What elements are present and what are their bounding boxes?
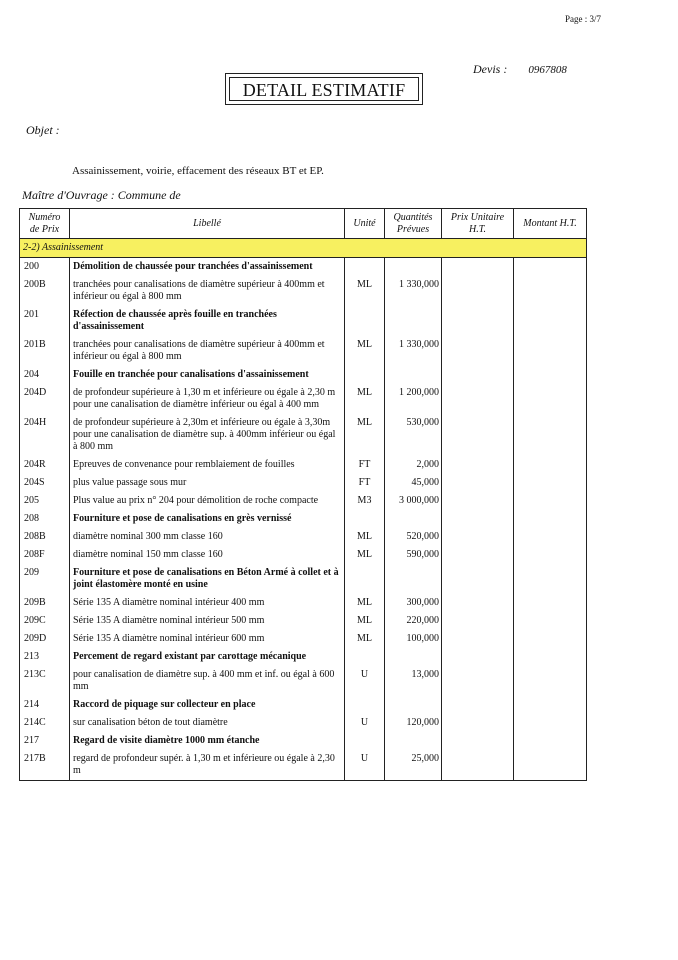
header-libelle: Libellé xyxy=(70,209,345,239)
document-title-box xyxy=(225,73,423,105)
cell-unite: ML xyxy=(345,546,385,564)
cell-code: 201 xyxy=(20,306,70,336)
table-row xyxy=(20,258,587,277)
table-row xyxy=(20,714,587,732)
cell-prix-unitaire xyxy=(442,750,514,781)
cell-prix-unitaire xyxy=(442,630,514,648)
cell-montant xyxy=(514,474,587,492)
document-title: DETAIL ESTIMATIF xyxy=(229,77,419,101)
table-row xyxy=(20,564,587,594)
cell-code: 209 xyxy=(20,564,70,594)
cell-libelle: diamètre nominal 150 mm classe 160 xyxy=(70,546,345,564)
header-montant: Montant H.T. xyxy=(514,209,587,239)
cell-unite xyxy=(345,510,385,528)
cell-quantite xyxy=(385,564,442,594)
project-description: Assainissement, voirie, effacement des réseaux BT et EP. xyxy=(72,165,324,177)
cell-libelle: Fouille en tranchée pour canalisations d'assainissement xyxy=(70,366,345,384)
cell-code: 205 xyxy=(20,492,70,510)
table-row xyxy=(20,750,587,781)
cell-unite xyxy=(345,696,385,714)
cell-libelle: de profondeur supérieure à 2,30m et inférieure ou égale à 3,30m pour une canalisation de diamètre sup. à 400mm inférieur ou égal à 800 mm xyxy=(70,414,345,456)
cell-quantite: 3 000,000 xyxy=(385,492,442,510)
cell-prix-unitaire xyxy=(442,546,514,564)
cell-prix-unitaire xyxy=(442,564,514,594)
cell-code: 204D xyxy=(20,384,70,414)
cell-unite xyxy=(345,648,385,666)
cell-montant xyxy=(514,276,587,306)
cell-code: 204R xyxy=(20,456,70,474)
cell-quantite: 1 200,000 xyxy=(385,384,442,414)
cell-montant xyxy=(514,564,587,594)
cell-unite xyxy=(345,366,385,384)
header-unite: Unité xyxy=(345,209,385,239)
cell-montant xyxy=(514,258,587,277)
cell-unite: ML xyxy=(345,336,385,366)
table-row xyxy=(20,510,587,528)
cell-unite: ML xyxy=(345,384,385,414)
cell-prix-unitaire xyxy=(442,336,514,366)
cell-quantite: 45,000 xyxy=(385,474,442,492)
cell-quantite: 300,000 xyxy=(385,594,442,612)
cell-prix-unitaire xyxy=(442,474,514,492)
cell-libelle: plus value passage sous mur xyxy=(70,474,345,492)
cell-code: 214C xyxy=(20,714,70,732)
cell-quantite xyxy=(385,732,442,750)
cell-montant xyxy=(514,306,587,336)
cell-montant xyxy=(514,612,587,630)
cell-prix-unitaire xyxy=(442,528,514,546)
cell-code: 209C xyxy=(20,612,70,630)
cell-libelle: Plus value au prix n° 204 pour démolition de roche compacte xyxy=(70,492,345,510)
cell-libelle: Démolition de chaussée pour tranchées d'assainissement xyxy=(70,258,345,277)
cell-libelle: de profondeur supérieure à 1,30 m et inférieure ou égale à 2,30 m pour une canalisation de diamètre inférieur ou égal à 400 mm xyxy=(70,384,345,414)
cell-code: 201B xyxy=(20,336,70,366)
table-row xyxy=(20,612,587,630)
cell-libelle: tranchées pour canalisations de diamètre supérieur à 400mm et inférieur ou égal à 800 mm xyxy=(70,276,345,306)
cell-unite xyxy=(345,258,385,277)
cell-quantite: 2,000 xyxy=(385,456,442,474)
cell-prix-unitaire xyxy=(442,492,514,510)
cell-code: 200 xyxy=(20,258,70,277)
table-row xyxy=(20,384,587,414)
cell-code: 204S xyxy=(20,474,70,492)
cell-unite: ML xyxy=(345,630,385,648)
cell-unite xyxy=(345,732,385,750)
table-row xyxy=(20,306,587,336)
estimate-table xyxy=(19,208,587,781)
cell-unite: ML xyxy=(345,414,385,456)
cell-montant xyxy=(514,336,587,366)
section-row xyxy=(20,239,587,258)
cell-montant xyxy=(514,648,587,666)
table-row xyxy=(20,492,587,510)
cell-unite: FT xyxy=(345,474,385,492)
table-row xyxy=(20,276,587,306)
cell-unite: U xyxy=(345,750,385,781)
table-row xyxy=(20,474,587,492)
devis-number: 0967808 xyxy=(528,64,567,76)
cell-montant xyxy=(514,666,587,696)
cell-code: 208B xyxy=(20,528,70,546)
cell-unite: ML xyxy=(345,276,385,306)
devis-reference xyxy=(473,62,567,77)
cell-quantite xyxy=(385,648,442,666)
devis-label: Devis : xyxy=(473,62,508,76)
cell-prix-unitaire xyxy=(442,258,514,277)
cell-montant xyxy=(514,630,587,648)
cell-unite: ML xyxy=(345,528,385,546)
header-prix-unitaire: Prix Unitaire H.T. xyxy=(442,209,514,239)
header-quantites: Quantités Prévues xyxy=(385,209,442,239)
cell-code: 217B xyxy=(20,750,70,781)
cell-quantite: 13,000 xyxy=(385,666,442,696)
cell-libelle: sur canalisation béton de tout diamètre xyxy=(70,714,345,732)
cell-code: 204 xyxy=(20,366,70,384)
maitre-ouvrage: Maître d'Ouvrage : Commune de xyxy=(22,188,181,202)
cell-libelle: Série 135 A diamètre nominal intérieur 600 mm xyxy=(70,630,345,648)
cell-quantite: 25,000 xyxy=(385,750,442,781)
cell-quantite xyxy=(385,696,442,714)
section-title: 2-2) Assainissement xyxy=(20,239,587,258)
cell-unite: FT xyxy=(345,456,385,474)
cell-prix-unitaire xyxy=(442,276,514,306)
cell-unite: U xyxy=(345,714,385,732)
cell-prix-unitaire xyxy=(442,456,514,474)
table-row xyxy=(20,546,587,564)
table-row xyxy=(20,594,587,612)
cell-code: 213 xyxy=(20,648,70,666)
cell-libelle: Fourniture et pose de canalisations en grès vernissé xyxy=(70,510,345,528)
cell-libelle: diamètre nominal 300 mm classe 160 xyxy=(70,528,345,546)
cell-montant xyxy=(514,414,587,456)
table-row xyxy=(20,336,587,366)
cell-libelle: Fourniture et pose de canalisations en Béton Armé à collet et à joint élastomère monté en usine xyxy=(70,564,345,594)
table-row xyxy=(20,732,587,750)
table-row xyxy=(20,666,587,696)
cell-libelle: Série 135 A diamètre nominal intérieur 500 mm xyxy=(70,612,345,630)
cell-montant xyxy=(514,594,587,612)
cell-montant xyxy=(514,714,587,732)
cell-prix-unitaire xyxy=(442,594,514,612)
table-row xyxy=(20,696,587,714)
cell-quantite: 220,000 xyxy=(385,612,442,630)
cell-libelle: Epreuves de convenance pour remblaiement de fouilles xyxy=(70,456,345,474)
cell-quantite xyxy=(385,510,442,528)
cell-unite: ML xyxy=(345,594,385,612)
cell-quantite: 1 330,000 xyxy=(385,276,442,306)
cell-code: 200B xyxy=(20,276,70,306)
cell-prix-unitaire xyxy=(442,696,514,714)
cell-montant xyxy=(514,528,587,546)
cell-unite: U xyxy=(345,666,385,696)
cell-prix-unitaire xyxy=(442,384,514,414)
cell-code: 209B xyxy=(20,594,70,612)
cell-code: 217 xyxy=(20,732,70,750)
cell-montant xyxy=(514,750,587,781)
table-row xyxy=(20,456,587,474)
cell-code: 214 xyxy=(20,696,70,714)
table-row xyxy=(20,366,587,384)
cell-montant xyxy=(514,492,587,510)
cell-code: 208 xyxy=(20,510,70,528)
cell-libelle: regard de profondeur supér. à 1,30 m et inférieure ou égale à 2,30 m xyxy=(70,750,345,781)
cell-libelle: pour canalisation de diamètre sup. à 400 mm et inf. ou égal à 600 mm xyxy=(70,666,345,696)
cell-prix-unitaire xyxy=(442,666,514,696)
cell-quantite xyxy=(385,258,442,277)
cell-unite xyxy=(345,564,385,594)
objet-label: Objet : xyxy=(26,123,60,137)
cell-montant xyxy=(514,546,587,564)
cell-quantite xyxy=(385,366,442,384)
cell-montant xyxy=(514,384,587,414)
cell-code: 209D xyxy=(20,630,70,648)
table-row xyxy=(20,414,587,456)
table-row xyxy=(20,648,587,666)
cell-unite: ML xyxy=(345,612,385,630)
cell-prix-unitaire xyxy=(442,306,514,336)
table-row xyxy=(20,630,587,648)
cell-quantite: 530,000 xyxy=(385,414,442,456)
cell-montant xyxy=(514,696,587,714)
cell-quantite: 100,000 xyxy=(385,630,442,648)
cell-montant xyxy=(514,366,587,384)
cell-quantite xyxy=(385,306,442,336)
cell-libelle: Percement de regard existant par carottage mécanique xyxy=(70,648,345,666)
cell-code: 208F xyxy=(20,546,70,564)
cell-libelle: tranchées pour canalisations de diamètre supérieur à 400mm et inférieur ou égal à 800 mm xyxy=(70,336,345,366)
cell-prix-unitaire xyxy=(442,612,514,630)
cell-unite xyxy=(345,306,385,336)
cell-prix-unitaire xyxy=(442,510,514,528)
cell-libelle: Regard de visite diamètre 1000 mm étanche xyxy=(70,732,345,750)
cell-libelle: Réfection de chaussée après fouille en tranchées d'assainissement xyxy=(70,306,345,336)
table-row xyxy=(20,528,587,546)
cell-libelle: Raccord de piquage sur collecteur en place xyxy=(70,696,345,714)
cell-prix-unitaire xyxy=(442,732,514,750)
cell-prix-unitaire xyxy=(442,714,514,732)
cell-code: 213C xyxy=(20,666,70,696)
cell-montant xyxy=(514,732,587,750)
table-header-row xyxy=(20,209,587,239)
cell-quantite: 120,000 xyxy=(385,714,442,732)
cell-libelle: Série 135 A diamètre nominal intérieur 400 mm xyxy=(70,594,345,612)
cell-prix-unitaire xyxy=(442,414,514,456)
cell-unite: M3 xyxy=(345,492,385,510)
header-numero: Numéro de Prix xyxy=(20,209,70,239)
cell-quantite: 520,000 xyxy=(385,528,442,546)
page-number: Page : 3/7 xyxy=(565,14,601,24)
cell-prix-unitaire xyxy=(442,648,514,666)
cell-code: 204H xyxy=(20,414,70,456)
cell-montant xyxy=(514,510,587,528)
cell-montant xyxy=(514,456,587,474)
cell-quantite: 590,000 xyxy=(385,546,442,564)
cell-quantite: 1 330,000 xyxy=(385,336,442,366)
cell-prix-unitaire xyxy=(442,366,514,384)
